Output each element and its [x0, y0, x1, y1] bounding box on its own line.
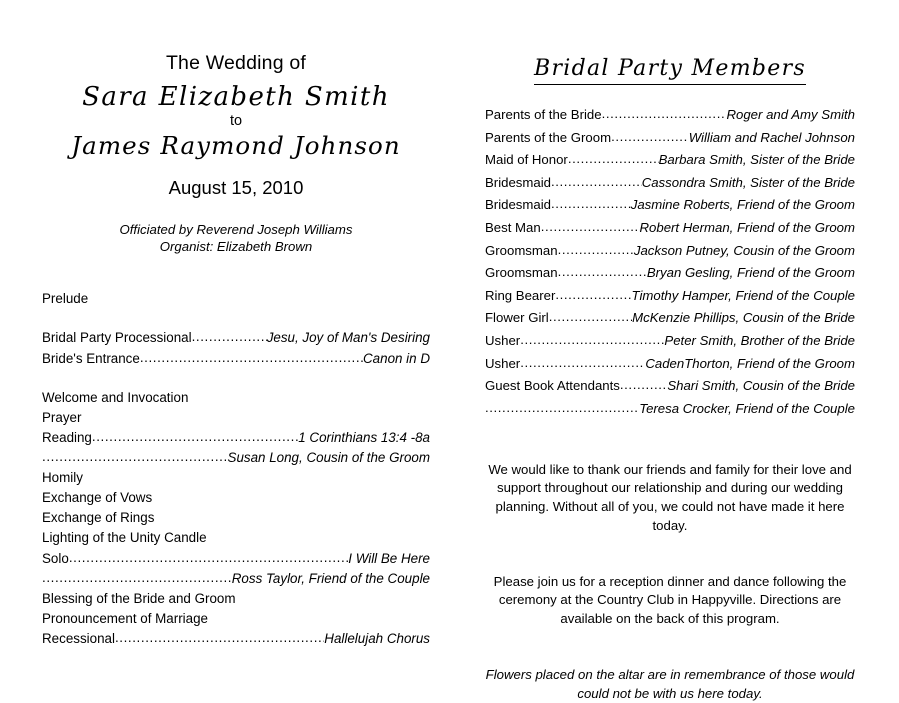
bridal-party-row	[485, 105, 855, 125]
bridal-party-role: Parents of the Bride	[485, 107, 602, 122]
dot-leader	[92, 428, 298, 447]
dot-leader	[42, 448, 228, 467]
bridal-party-row	[485, 195, 855, 215]
dot-leader	[520, 354, 645, 373]
program-item-value: Jesu, Joy of Man's Desiring	[266, 330, 430, 346]
program-item-label: Recessional	[42, 631, 115, 646]
dot-leader	[192, 328, 267, 347]
page-title: The Wedding of	[165, 52, 307, 74]
groom-name: James Raymond Johnson	[71, 130, 401, 160]
bridal-party-person: Shari Smith, Cousin of the Bride	[667, 378, 855, 394]
bridal-party-list	[485, 105, 855, 419]
bridal-party-person: Jackson Putney, Cousin of the Groom	[633, 242, 855, 258]
bridal-party-row	[485, 399, 855, 419]
reception-paragraph: Please join us for a reception dinner and dance following the ceremony at the Country Club in Happyville. Directions are available on the back of this program.	[493, 573, 847, 627]
dot-leader	[602, 105, 727, 124]
program-item-label: Welcome and Invocation	[42, 389, 189, 405]
bridal-party-role: Best Man	[485, 219, 541, 235]
program-item-label: Bride's Entrance	[42, 350, 140, 366]
dot-leader	[140, 349, 363, 368]
dot-leader	[611, 128, 689, 147]
dot-leader	[555, 286, 631, 305]
bridal-party-person: Barbara Smith, Sister of the Bride	[658, 152, 855, 168]
organist-line: Organist: Elizabeth Brown	[159, 238, 313, 254]
program-row	[42, 289, 430, 309]
program-row	[42, 609, 430, 629]
program-item-label: Lighting of the Unity Candle	[42, 530, 207, 546]
ceremony-program-list	[42, 289, 430, 649]
program-row	[42, 428, 430, 448]
program-item-value: I Will Be Here	[348, 550, 430, 566]
bridal-party-role: Groomsman	[485, 265, 558, 281]
program-item-label: Solo	[42, 550, 69, 566]
bride-name: Sara Elizabeth Smith	[82, 82, 390, 112]
dot-leader	[568, 150, 659, 169]
bridal-party-role: Maid of Honor	[485, 152, 568, 168]
bridal-party-row	[485, 331, 855, 351]
program-row	[42, 549, 430, 569]
officiant-block	[42, 221, 430, 256]
dot-leader	[520, 331, 664, 350]
bridal-party-role: Bridesmaid	[485, 174, 551, 190]
bridal-party-person: CadenThorton, Friend of the Groom	[645, 355, 855, 371]
bridal-party-row	[485, 150, 855, 170]
dot-leader	[69, 549, 348, 568]
bridal-party-person: Cassondra Smith, Sister of the Bride	[641, 174, 855, 190]
program-item-label: Exchange of Rings	[42, 510, 155, 526]
dot-leader	[549, 308, 632, 327]
program-item-label: Prayer	[42, 409, 82, 425]
program-row	[42, 328, 430, 348]
dot-leader	[620, 376, 667, 395]
program-row	[42, 508, 430, 528]
program-row	[42, 528, 430, 548]
bridal-party-row	[485, 263, 855, 283]
dot-leader	[558, 263, 647, 282]
bridal-party-row	[485, 286, 855, 306]
bridal-party-row	[485, 354, 855, 374]
bridal-party-role: Usher	[485, 332, 521, 348]
program-row	[42, 448, 430, 468]
program-row	[42, 388, 430, 408]
program-row	[42, 488, 430, 508]
program-item-value: Hallelujah Chorus	[324, 631, 430, 646]
program-item-label: Exchange of Vows	[42, 490, 153, 506]
bridal-party-heading-text: Bridal Party Members	[534, 56, 806, 85]
dot-leader	[551, 173, 642, 192]
program-row	[42, 468, 430, 488]
bridal-party-role: Ring Bearer	[485, 287, 556, 303]
program-item-value: Ross Taylor, Friend of the Couple	[231, 570, 430, 586]
program-row	[42, 629, 430, 649]
bridal-party-row	[485, 376, 855, 396]
bridal-party-person: McKenzie Phillips, Cousin of the Bride	[632, 310, 855, 326]
dot-leader	[42, 569, 232, 588]
bridal-party-person: Teresa Crocker, Friend of the Couple	[639, 400, 855, 416]
bridal-party-role: Flower Girl	[485, 310, 549, 326]
bridal-party-person: Timothy Hamper, Friend of the Couple	[631, 287, 855, 303]
program-item-label: Prelude	[42, 291, 89, 307]
bridal-party-person: Jasmine Roberts, Friend of the Groom	[630, 197, 855, 213]
program-row	[42, 569, 430, 589]
bridal-party-person: Roger and Amy Smith	[726, 107, 855, 122]
flowers-paragraph: Flowers placed on the altar are in remembrance of those would could not be with us here today.	[485, 666, 855, 701]
program-item-value: Canon in D	[363, 350, 430, 366]
bridal-party-role: Parents of the Groom	[485, 129, 612, 145]
name-connector: to	[229, 112, 243, 129]
program-item-label: Reading	[42, 429, 92, 445]
program-row	[42, 589, 430, 609]
program-item-label: Pronouncement of Marriage	[42, 610, 208, 626]
bridal-party-person: Bryan Gesling, Friend of the Groom	[646, 265, 855, 281]
wedding-date: August 15, 2010	[168, 176, 304, 198]
bridal-party-role: Guest Book Attendants	[485, 378, 620, 394]
bridal-party-row	[485, 308, 855, 328]
program-item-value: Susan Long, Cousin of the Groom	[227, 450, 430, 466]
dot-leader	[541, 218, 640, 237]
dot-leader	[485, 399, 639, 418]
bridal-party-row	[485, 218, 855, 238]
bridal-party-person: Robert Herman, Friend of the Groom	[639, 219, 855, 235]
program-item-value: 1 Corinthians 13:4 -8a	[298, 429, 430, 445]
bridal-party-row	[485, 128, 855, 148]
bridal-party-row	[485, 241, 855, 261]
dot-leader	[551, 195, 631, 214]
bridal-party-role: Usher	[485, 355, 521, 371]
dot-leader	[558, 241, 634, 260]
bridal-party-row	[485, 173, 855, 193]
bridal-party-person: William and Rachel Johnson	[688, 129, 855, 145]
dot-leader	[115, 629, 324, 648]
bridal-party-role: Groomsman	[485, 242, 558, 258]
bridal-party-column	[452, 0, 899, 701]
program-row	[42, 349, 430, 369]
officiant-line: Officiated by Reverend Joseph Williams	[119, 221, 353, 237]
bridal-party-person: Peter Smith, Brother of the Bride	[664, 332, 855, 348]
program-item-label: Homily	[42, 470, 83, 486]
thanks-paragraph: We would like to thank our friends and family for their love and support throughout our relationship and during our wedding planning. Without all of you, we could not have made it here today.	[488, 461, 852, 533]
program-item-label: Bridal Party Processional	[42, 330, 192, 346]
bridal-party-role: Bridesmaid	[485, 197, 551, 213]
ceremony-column	[0, 0, 452, 695]
program-row	[42, 408, 430, 428]
program-item-label: Blessing of the Bride and Groom	[42, 590, 236, 606]
bridal-party-heading	[485, 56, 855, 85]
